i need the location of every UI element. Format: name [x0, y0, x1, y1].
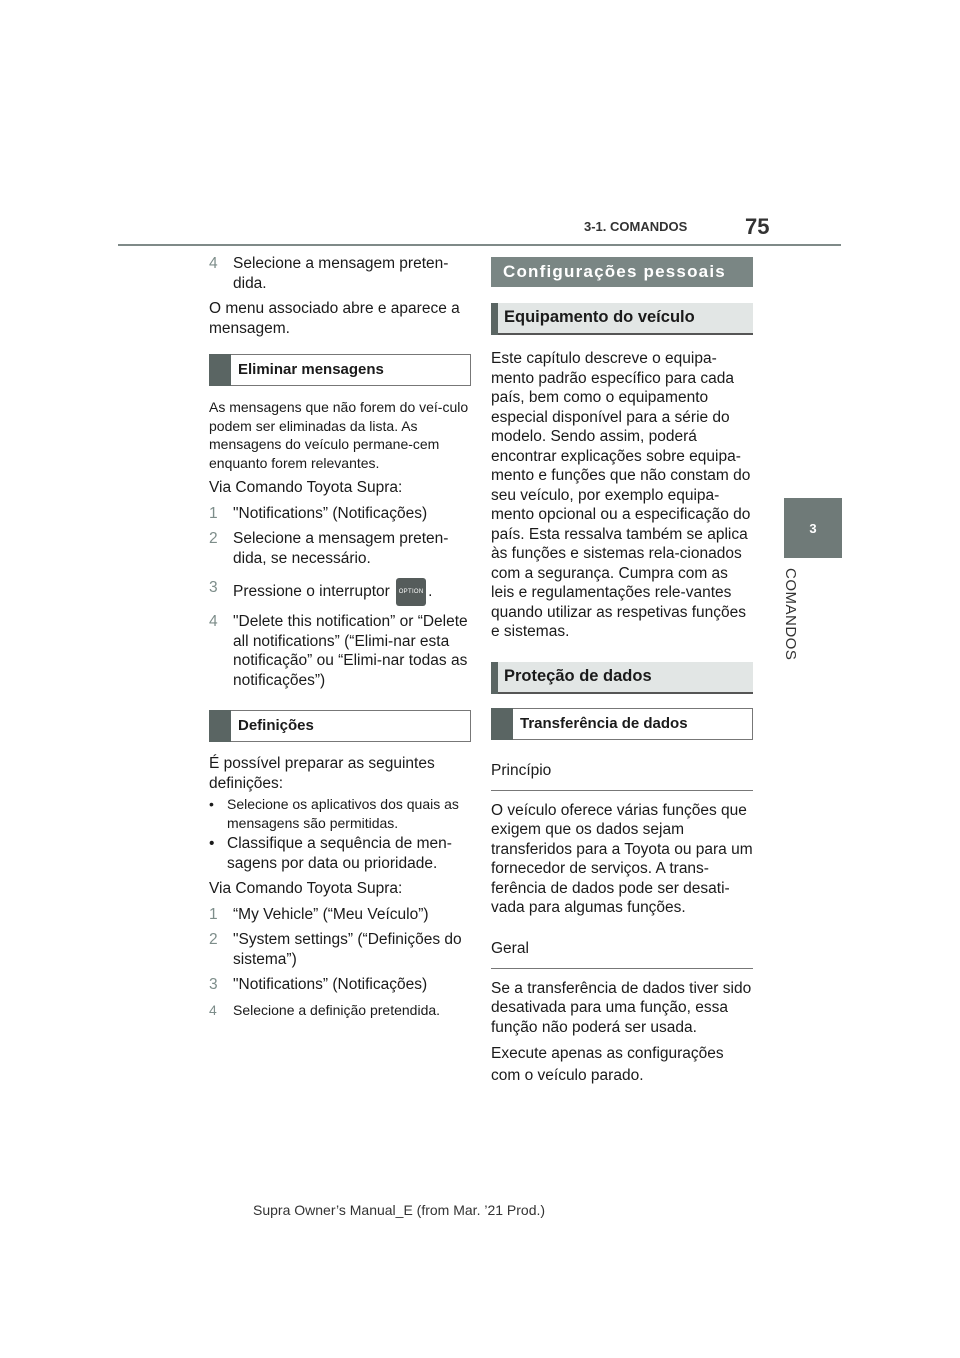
step-number: 3 [209, 579, 218, 596]
paragraph: Execute apenas as configurações com o veículo parado. [491, 1045, 724, 1084]
right-column [491, 257, 753, 1093]
section-heading: Configurações pessoais [491, 257, 753, 287]
step-item [209, 975, 471, 995]
step-text: Selecione a mensagem preten-dida. [233, 255, 449, 292]
step-text: Selecione a mensagem preten-dida, se necessário. [233, 530, 449, 567]
step-number: 4 [209, 1001, 217, 1018]
paragraph: Via Comando Toyota Supra: [209, 880, 403, 897]
heading-marker [209, 710, 231, 742]
step-number: 3 [209, 976, 218, 993]
heading-marker [209, 354, 231, 386]
step-item [209, 612, 471, 690]
step-number: 1 [209, 504, 218, 522]
paragraph: O menu associado abre e aparece a mensagem. [209, 300, 460, 337]
bullet-icon: • [209, 835, 215, 852]
step-number: 2 [209, 931, 218, 948]
heading-label: Definições [238, 717, 314, 735]
step-text: "Notifications” (Notificações) [233, 504, 428, 522]
subsection-heading [491, 303, 753, 335]
heading-transferencia [491, 708, 753, 740]
page-number: 75 [745, 214, 770, 239]
option-button-icon: OPTION [396, 578, 426, 606]
section-title: 3-1. COMANDOS [584, 219, 688, 234]
heading-label: Proteção de dados [504, 666, 652, 685]
step-text: "Notifications” (Notificações) [233, 976, 428, 993]
step-text: Pressione o interruptor [233, 583, 390, 601]
step-text: “My Vehicle” (“Meu Veículo”) [233, 905, 429, 923]
list-item-text: Classifique a sequência de men-sagens por data ou prioridade. [227, 835, 452, 872]
step-item [209, 578, 471, 606]
list-item-text: Selecione os aplicativos dos quais as mensagens são permitidas. [227, 796, 459, 831]
step-item [209, 254, 471, 293]
paragraph: Via Comando Toyota Supra: [209, 479, 403, 496]
heading-marker [491, 303, 498, 335]
bullet-icon: • [209, 796, 214, 812]
step-number: 4 [209, 255, 218, 272]
paragraph: Este capítulo descreve o equipa-mento padrão específico para cada país, bem como o equipamento especial disponível para a série do modelo. Sendo assim, poderá encontrar explicações sobre equipa-mento e funções que não constam do seu veículo, por exemplo equipa-mento opcional ou a especificação do país. Esta ressalva também se aplica às funções e sistemas rela-cionados com a segurança. Cumpra com as leis e regulamentações rele-vantes quando utilizar as respetivas funções e sistemas. [491, 350, 751, 640]
heading-label: Eliminar mensagens [238, 361, 384, 379]
step-number: 2 [209, 530, 218, 547]
step-item [209, 930, 471, 969]
footer-text: Supra Owner’s Manual_E (from Mar. ’21 Prod.) [253, 1202, 546, 1218]
step-text: Selecione a definição pretendida. [233, 1001, 441, 1018]
header-divider [118, 244, 841, 246]
paragraph: Se a transferência de dados tiver sido desativada para uma função, essa função não poderá ser usada. [491, 979, 752, 1036]
step-number: 4 [209, 613, 218, 630]
plain-heading: Princípio [491, 752, 753, 791]
step-item [209, 529, 471, 568]
heading-marker [491, 708, 513, 740]
step-item [209, 1001, 471, 1020]
step-number: 1 [209, 905, 218, 923]
subsection-heading [491, 662, 753, 694]
heading-marker [491, 662, 498, 694]
step-item [209, 504, 471, 524]
heading-label: Transferência de dados [520, 714, 688, 732]
chapter-label: COMANDOS [782, 568, 799, 661]
paragraph: O veículo oferece várias funções que exigem que os dados sejam transferidos para a Toyota ou para um fornecedor de serviços. A trans-ferência de dados pode ser desati-vada para algumas funções. [491, 801, 753, 916]
list-item [209, 795, 471, 832]
note-paragraph: As mensagens que não forem do veí-culo podem ser eliminadas da lista. As mensagens do veículo permane-cem enquanto forem relevantes. [209, 399, 469, 471]
paragraph: É possível preparar as seguintes definições: [209, 755, 435, 792]
heading-definicoes [209, 710, 471, 742]
heading-eliminar-mensagens [209, 354, 471, 386]
plain-heading: Geral [491, 930, 753, 969]
step-item [209, 905, 471, 925]
left-column [209, 254, 471, 1025]
step-text: "Delete this notification” or “Delete all notifications” (“Elimi-nar esta notificação” ou “Elimi-nar todas as notificações”) [233, 613, 468, 689]
list-item [209, 834, 471, 873]
step-text-end: . [428, 583, 433, 601]
chapter-tab: 3 [784, 498, 842, 558]
step-text: "System settings” (“Definições do sistema”) [233, 931, 462, 968]
heading-label: Equipamento do veículo [504, 308, 695, 327]
